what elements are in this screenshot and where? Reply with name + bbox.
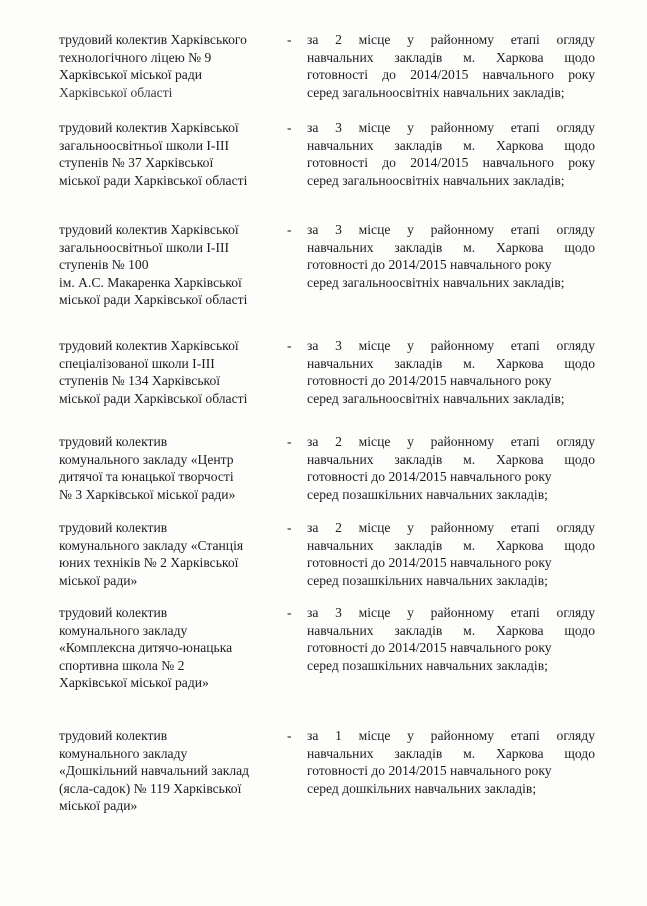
org-line: трудовий колектив (59, 520, 168, 535)
org-line: міської ради Харківської області (59, 172, 248, 188)
award-text (307, 433, 595, 503)
org-line: трудовий колектив (59, 434, 168, 449)
org-line: «Комплексна дитячо-юнацька (59, 640, 233, 656)
award-line: навчальних закладів м. Харкова щодо (307, 745, 595, 761)
award-line: навчальних закладів м. Харкова щодо (307, 451, 595, 467)
award-line: готовності до 2014/2015 навчального року (307, 469, 552, 485)
entry-dash: - (287, 520, 292, 535)
award-line: готовності до 2014/2015 навчального року (307, 67, 595, 83)
entry-dash: - (287, 32, 292, 47)
award-line: готовності до 2014/2015 навчального року (307, 555, 552, 571)
award-line: серед загальноосвітніх навчальних закладів; (307, 84, 565, 100)
org-line: № 3 Харківської міської ради» (59, 486, 236, 502)
org-line: ім. А.С. Макаренка Харківської (59, 274, 242, 290)
org-line: комунального закладу «Центр (59, 451, 234, 467)
award-line: серед позашкільних навчальних закладів; (307, 657, 548, 673)
award-line: готовності до 2014/2015 навчального року (307, 640, 552, 656)
org-line: (ясла-садок) № 119 Харківської (59, 780, 242, 796)
org-line: Харківської міської ради (59, 67, 203, 83)
organization-name (59, 433, 281, 503)
org-line: дитячої та юнацької творчості (59, 469, 234, 485)
award-line: за 2 місце у районному етапі огляду (307, 520, 595, 535)
org-line: спортивна школа № 2 (59, 657, 185, 673)
org-line: міської ради Харківської області (59, 390, 248, 406)
org-line: комунального закладу «Станція (59, 537, 244, 553)
award-text (307, 221, 595, 291)
org-line: трудовий колектив Харківської (59, 338, 239, 353)
organization-name (59, 119, 281, 189)
entry-dash: - (287, 120, 292, 135)
award-text (307, 604, 595, 674)
org-line: Харківської міської ради» (59, 675, 209, 691)
org-line: ступенів № 37 Харківської (59, 155, 214, 171)
org-line: Харківської області (59, 84, 173, 100)
org-line: трудовий колектив Харківської (59, 120, 239, 135)
award-text (307, 119, 595, 189)
award-line: готовності до 2014/2015 навчального року (307, 257, 552, 273)
award-line: за 3 місце у районному етапі огляду (307, 222, 595, 237)
organization-name (59, 727, 281, 815)
award-line: за 3 місце у районному етапі огляду (307, 605, 595, 620)
award-line: серед позашкільних навчальних закладів; (307, 572, 548, 588)
org-line: трудовий колектив Харківського (59, 32, 247, 47)
award-line: навчальних закладів м. Харкова щодо (307, 49, 595, 65)
org-line: трудовий колектив (59, 605, 168, 620)
org-line: комунального закладу (59, 745, 188, 761)
award-line: навчальних закладів м. Харкова щодо (307, 537, 595, 553)
award-line: навчальних закладів м. Харкова щодо (307, 137, 595, 153)
org-line: комунального закладу (59, 622, 188, 638)
entry-dash: - (287, 434, 292, 449)
award-line: за 2 місце у районному етапі огляду (307, 434, 595, 449)
org-line: загальноосвітньої школи І-ІІІ (59, 239, 230, 255)
org-line: «Дошкільний навчальний заклад (59, 763, 250, 779)
organization-name (59, 519, 281, 589)
org-line: технологічного ліцею № 9 (59, 49, 212, 65)
award-text (307, 31, 595, 101)
org-line: ступенів № 134 Харківської (59, 373, 221, 389)
entry-dash: - (287, 605, 292, 620)
organization-name (59, 604, 281, 692)
award-text (307, 519, 595, 589)
organization-name (59, 31, 281, 101)
award-line: готовності до 2014/2015 навчального року (307, 763, 552, 779)
award-line: серед загальноосвітніх навчальних закладів; (307, 274, 565, 290)
org-line: юних техніків № 2 Харківської (59, 555, 239, 571)
org-line: трудовий колектив (59, 728, 168, 743)
award-line: готовності до 2014/2015 навчального року (307, 155, 595, 171)
award-line: серед дошкільних навчальних закладів; (307, 780, 537, 796)
organization-name (59, 221, 281, 309)
org-line: ступенів № 100 (59, 257, 149, 273)
award-line: навчальних закладів м. Харкова щодо (307, 355, 595, 371)
award-line: навчальних закладів м. Харкова щодо (307, 622, 595, 638)
org-line: загальноосвітньої школи І-ІІІ (59, 137, 230, 153)
award-line: серед загальноосвітніх навчальних закладів; (307, 390, 565, 406)
award-line: за 3 місце у районному етапі огляду (307, 338, 595, 353)
entry-dash: - (287, 222, 292, 237)
org-line: трудовий колектив Харківської (59, 222, 239, 237)
award-line: навчальних закладів м. Харкова щодо (307, 239, 595, 255)
award-line: за 3 місце у районному етапі огляду (307, 120, 595, 135)
award-line: серед загальноосвітніх навчальних закладів; (307, 172, 565, 188)
award-line: за 2 місце у районному етапі огляду (307, 32, 595, 47)
award-text (307, 337, 595, 407)
org-line: міської ради» (59, 798, 138, 814)
award-line: готовності до 2014/2015 навчального року (307, 373, 552, 389)
org-line: спеціалізованої школи І-ІІІ (59, 355, 215, 371)
award-text (307, 727, 595, 797)
org-line: міської ради» (59, 572, 138, 588)
award-line: серед позашкільних навчальних закладів; (307, 486, 548, 502)
award-line: за 1 місце у районному етапі огляду (307, 728, 595, 743)
entry-dash: - (287, 338, 292, 353)
organization-name (59, 337, 281, 407)
entry-dash: - (287, 728, 292, 743)
org-line: міської ради Харківської області (59, 292, 248, 308)
